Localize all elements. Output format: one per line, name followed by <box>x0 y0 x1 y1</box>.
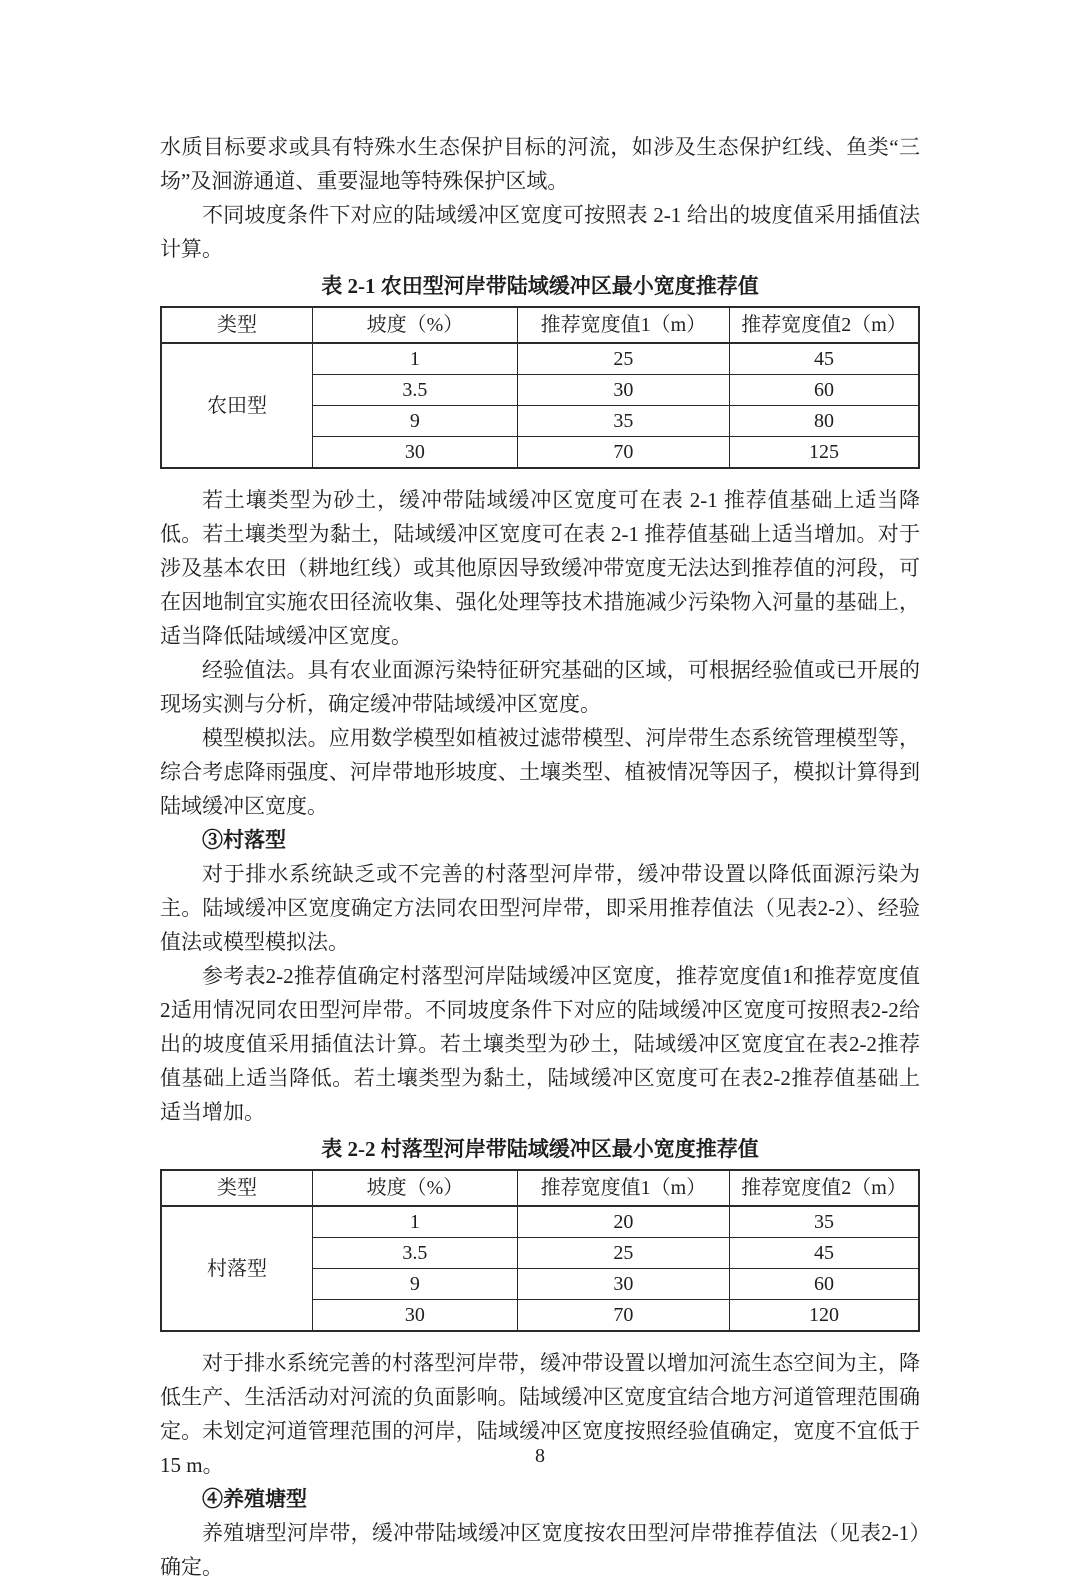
table2-header-width2: 推荐宽度值2（m） <box>729 1170 919 1206</box>
table1-header-width1: 推荐宽度值1（m） <box>517 307 729 343</box>
table-cell: 60 <box>729 375 919 406</box>
table-cell: 1 <box>313 343 518 375</box>
table1-header-width2: 推荐宽度值2（m） <box>729 307 919 343</box>
table-cell: 60 <box>729 1269 919 1300</box>
table1-header-type: 类型 <box>161 307 313 343</box>
table-cell: 80 <box>729 406 919 437</box>
body-paragraph-8: 对于排水系统完善的村落型河岸带，缓冲带设置以增加河流生态空间为主，降低生产、生活活动对河流的负面影响。陆域缓冲区宽度宜结合地方河道管理范围确定。未划定河道管理范围的河岸，陆域缓冲区宽度按照经验值确定，宽度不宜低于15 m。 <box>160 1351 920 1477</box>
table-cell: 20 <box>517 1206 729 1238</box>
table-cell: 45 <box>729 1238 919 1269</box>
body-paragraph-2: 不同坡度条件下对应的陆域缓冲区宽度可按照表 2-1 给出的坡度值采用插值法计算。 <box>160 203 920 261</box>
section-heading-village: ③村落型 <box>202 828 286 852</box>
table-cell: 9 <box>313 1269 518 1300</box>
table2-village-buffer-widths <box>160 1169 920 1332</box>
table-cell: 30 <box>313 1300 518 1332</box>
body-paragraph-9: 养殖塘型河岸带，缓冲带陆域缓冲区宽度按农田型河岸带推荐值法（见表2-1）确定。 <box>160 1521 920 1579</box>
table2-header-type: 类型 <box>161 1170 313 1206</box>
table-cell: 30 <box>517 1269 729 1300</box>
table2-type-label: 村落型 <box>161 1206 313 1331</box>
table-cell: 70 <box>517 1300 729 1332</box>
table2-header-width1: 推荐宽度值1（m） <box>517 1170 729 1206</box>
body-paragraph-6: 对于排水系统缺乏或不完善的村落型河岸带，缓冲带设置以降低面源污染为主。陆域缓冲区宽度确定方法同农田型河岸带，即采用推荐值法（见表2-2）、经验值法或模型模拟法。 <box>160 862 920 954</box>
table-row <box>161 343 919 375</box>
table-cell: 125 <box>729 437 919 469</box>
table-cell: 30 <box>313 437 518 469</box>
table-cell: 1 <box>313 1206 518 1238</box>
table2-caption: 表 2-2 村落型河岸带陆域缓冲区最小宽度推荐值 <box>321 1137 759 1161</box>
table-cell: 3.5 <box>313 1238 518 1269</box>
table-cell: 25 <box>517 343 729 375</box>
body-paragraph-3: 若土壤类型为砂土，缓冲带陆域缓冲区宽度可在表 2-1 推荐值基础上适当降低。若土壤类型为黏土，陆域缓冲区宽度可在表 2-1 推荐值基础上适当增加。对于涉及基本农田（耕地红线）或其他原因导致缓冲带宽度无法达到推荐值的河段，可在因地制宜实施农田径流收集、强化处理等技术措施减少污染物入河量的基础上，适当降低陆域缓冲区宽度。 <box>160 488 920 648</box>
body-paragraph-1: 水质目标要求或具有特殊水生态保护目标的河流，如涉及生态保护红线、鱼类“三场”及洄游通道、重要湿地等特殊保护区域。 <box>160 135 920 193</box>
table-row <box>161 1206 919 1238</box>
table-cell: 70 <box>517 437 729 469</box>
table-cell: 45 <box>729 343 919 375</box>
table-cell: 9 <box>313 406 518 437</box>
table1-farmland-buffer-widths <box>160 306 920 469</box>
table-cell: 35 <box>729 1206 919 1238</box>
section-heading-pond: ④养殖塘型 <box>202 1487 307 1511</box>
table2-header-row <box>161 1170 919 1206</box>
table-cell: 25 <box>517 1238 729 1269</box>
body-paragraph-4: 经验值法。具有农业面源污染特征研究基础的区域，可根据经验值或已开展的现场实测与分析，确定缓冲带陆域缓冲区宽度。 <box>160 658 920 716</box>
table-cell: 35 <box>517 406 729 437</box>
table-cell: 30 <box>517 375 729 406</box>
table1-header-row <box>161 307 919 343</box>
table1-caption: 表 2-1 农田型河岸带陆域缓冲区最小宽度推荐值 <box>321 274 759 298</box>
table1-type-label: 农田型 <box>161 343 313 468</box>
body-paragraph-5: 模型模拟法。应用数学模型如植被过滤带模型、河岸带生态系统管理模型等，综合考虑降雨强度、河岸带地形坡度、土壤类型、植被情况等因子，模拟计算得到陆域缓冲区宽度。 <box>160 726 920 818</box>
table-cell: 120 <box>729 1300 919 1332</box>
page-number: 8 <box>535 1445 545 1467</box>
table1-header-slope: 坡度（%） <box>313 307 518 343</box>
table2-header-slope: 坡度（%） <box>313 1170 518 1206</box>
table-cell: 3.5 <box>313 375 518 406</box>
body-paragraph-7: 参考表2-2推荐值确定村落型河岸陆域缓冲区宽度，推荐宽度值1和推荐宽度值2适用情况同农田型河岸带。不同坡度条件下对应的陆域缓冲区宽度可按照表2-2给出的坡度值采用插值法计算。若土壤类型为砂土，陆域缓冲区宽度宜在表2-2推荐值基础上适当降低。若土壤类型为黏土，陆域缓冲区宽度可在表2-2推荐值基础上适当增加。 <box>160 964 920 1124</box>
